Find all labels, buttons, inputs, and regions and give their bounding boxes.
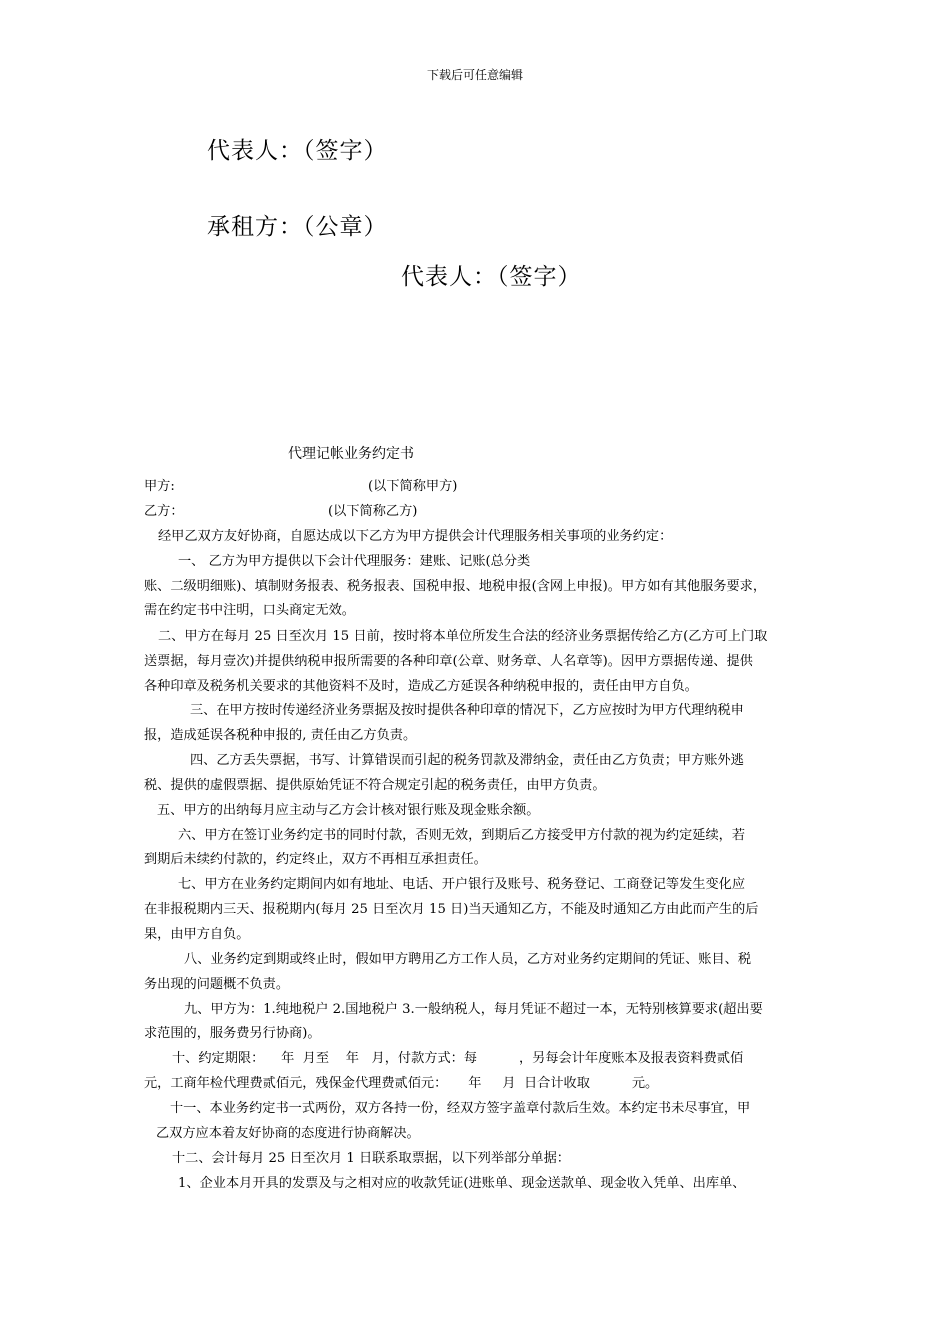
clause-line: 九、甲方为：1.纯地税户 2.国地税户 3.一般纳税人，每月凭证不超过一本，无特别核算要求(超出要: [184, 1002, 763, 1017]
representative-signature-1: 代表人：（签字）: [207, 138, 388, 164]
clause-line: 送票据，每月壹次)并提供纳税申报所需要的各种印章(公章、财务章、人名章等)。因甲方票据传递、提供: [144, 654, 753, 669]
document-title: 代理记帐业务约定书: [288, 446, 414, 462]
party-a-label: 甲方:: [144, 479, 175, 494]
clause-line: 乙双方应本着友好协商的态度进行协商解决。: [156, 1126, 420, 1141]
representative-signature-2: 代表人：（签字）: [401, 264, 582, 290]
clause-line: 1、企业本月开具的发票及与之相对应的收款凭证(进账单、现金送款单、现金收入凭单、出库单、: [178, 1176, 746, 1191]
clause-line: 八、业务约定到期或终止时，假如甲方聘用乙方工作人员，乙方对业务约定期间的凭证、账目、税: [184, 952, 752, 967]
lessee-seal: 承租方：（公章）: [207, 214, 388, 240]
clause-line: 务出现的问题概不负责。: [144, 977, 290, 992]
page-header-note: 下载后可任意编辑: [426, 68, 523, 82]
clause-line: 在非报税期内三天、报税期内(每月 25 日至次月 15 日)当天通知乙方，不能及时通知乙方由此而产生的后: [144, 902, 759, 917]
intro-paragraph: 经甲乙双方友好协商，自愿达成以下乙方为甲方提供会计代理服务相关事项的业务约定：: [158, 529, 673, 544]
clause-line: 六、甲方在签订业务约定书的同时付款，否则无效，到期后乙方接受甲方付款的视为约定延续，若: [178, 828, 746, 843]
clause-line: 七、甲方在业务约定期间内如有地址、电话、开户银行及账号、税务登记、工商登记等发生变化应: [178, 877, 746, 892]
clause-line: 账、二级明细账)、填制财务报表、税务报表、国税申报、地税申报(含网上申报)。甲方如有其他服务要求，: [144, 579, 767, 594]
clause-line: 十、约定期限： 年 月至 年 月，付款方式：每 ，另每会计年度账本及报表资料费贰佰: [172, 1051, 744, 1066]
clause-line: 二、甲方在每月 25 日至次月 15 日前，按时将本单位所发生合法的经济业务票据传给乙方(乙方可上门取: [158, 629, 768, 644]
clause-line: 三、在甲方按时传递经济业务票据及按时提供各种印章的情况下，乙方应按时为甲方代理纳税申: [190, 703, 744, 718]
party-a-note: (以下简称甲方): [368, 479, 458, 494]
clause-line: 报，造成延误各税种申报的, 责任由乙方负责。: [144, 728, 417, 743]
clause-line: 果，由甲方自负。: [144, 927, 250, 942]
party-b-note: (以下简称乙方): [328, 504, 418, 519]
clause-line: 四、乙方丢失票据，书写、计算错误而引起的税务罚款及滞纳金，责任由乙方负责；甲方账外逃: [190, 753, 744, 768]
clause-line: 十二、会计每月 25 日至次月 1 日联系取票据，以下列举部分单据：: [172, 1151, 570, 1166]
party-b-label: 乙方：: [144, 504, 184, 519]
clause-line: 求范围的，服务费另行协商)。: [144, 1026, 321, 1041]
clause-line: 元，工商年检代理费贰佰元，残保金代理费贰佰元： 年 月 日合计收取 元。: [144, 1076, 659, 1091]
clause-line: 需在约定书中注明，口头商定无效。: [144, 603, 355, 618]
clause-line: 一、 乙方为甲方提供以下会计代理服务：建账、记账(总分类: [178, 554, 531, 569]
clause-line: 五、甲方的出纳每月应主动与乙方会计核对银行账及现金账余额。: [157, 803, 540, 818]
clause-line: 各种印章及税务机关要求的其他资料不及时，造成乙方延误各种纳税申报的，责任由甲方自负。: [144, 679, 698, 694]
clause-line: 到期后未续约付款的，约定终止，双方不再相互承担责任。: [144, 852, 487, 867]
clause-line: 十一、本业务约定书一式两份，双方各持一份，经双方签字盖章付款后生效。本约定书未尽事宜，甲: [170, 1101, 751, 1116]
clause-line: 税、提供的虚假票据、提供原始凭证不符合规定引起的税务责任，由甲方负责。: [144, 778, 606, 793]
